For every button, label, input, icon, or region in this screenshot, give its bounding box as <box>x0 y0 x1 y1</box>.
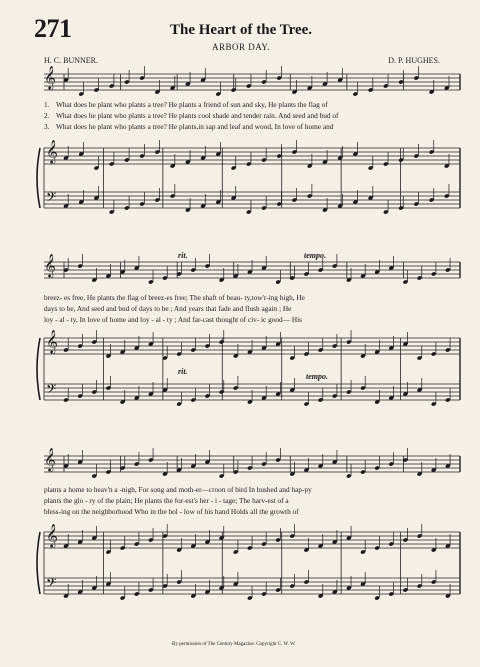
bass-clef: 𝄢 <box>46 189 57 208</box>
verse-line: plants the glo - ry of the plain; He plants the for-est's her - i - tage; The harv-est of a <box>44 496 289 505</box>
verse-number: 2. <box>44 111 50 120</box>
verse-lyrics-system-1 <box>44 99 338 132</box>
verse-line <box>44 99 338 110</box>
verse-line: breez- es free, He plants the flag of breez-es free; The shaft of beau- ty,tow'r-ing high, He <box>44 293 305 302</box>
hymn-subtitle: ARBOR DAY. <box>212 42 271 52</box>
composer-credit: D. P. HUGHES. <box>388 56 440 65</box>
brace <box>37 148 40 208</box>
verse-text: What does he plant who plants a tree? He plants a friend of sun and sky, He plants the flag of <box>56 100 328 109</box>
copyright-credit: By permission of The Century Magazine. Copyright C. W. W. <box>172 642 296 647</box>
verse-line <box>44 121 338 132</box>
treble-clef: 𝄞 <box>46 139 58 163</box>
treble-clef: 𝄞 <box>46 329 58 353</box>
verse-lyrics-system-2 <box>44 292 305 325</box>
bass-clef: 𝄢 <box>46 381 57 400</box>
treble-clef: 𝄞 <box>44 447 56 471</box>
hymn-title: The Heart of the Tree. <box>170 22 313 38</box>
hymn-number: 271 <box>34 14 72 43</box>
rit-mark-upper: rit. <box>178 251 188 260</box>
verse-text: What does he plant who plants a tree? He plants,in sap and leaf and wood, In love of home and <box>56 122 334 131</box>
verse-line: days to be, And seed and bud of days to be ; And years that fade and flush again ; He <box>44 304 292 313</box>
verse-text: What does he plant who plants a tree? He plants cool shade and tender rain. And seed and bud of <box>56 111 339 120</box>
treble-clef: 𝄞 <box>46 523 58 547</box>
brace <box>37 338 40 400</box>
verse-number: 1. <box>44 100 50 109</box>
tempo-mark-lower: tempo. <box>306 372 328 381</box>
rit-mark-lower: rit. <box>178 367 188 376</box>
verse-line: loy - al - ty, In love of home and loy - al - ty ; And far-cast thought of civ- ic good— His <box>44 315 302 324</box>
verse-line: bless-ing on the neighborhood Who in the hol - low of his hand Holds all the growth of <box>44 507 299 516</box>
author-credit: H. C. BUNNER. <box>44 56 99 65</box>
verse-line: plants a home to heav'n a -nigh, For song and moth-er—croon of bird In hushed and hap-py <box>44 485 312 494</box>
treble-clef: 𝄞 <box>44 65 56 89</box>
treble-clef: 𝄞 <box>44 253 56 277</box>
verse-line <box>44 110 338 121</box>
verse-number: 3. <box>44 122 50 131</box>
tempo-mark-upper: tempo. <box>304 251 326 260</box>
verse-lyrics-system-3 <box>44 484 312 517</box>
brace <box>37 532 40 594</box>
bass-clef: 𝄢 <box>46 575 57 594</box>
